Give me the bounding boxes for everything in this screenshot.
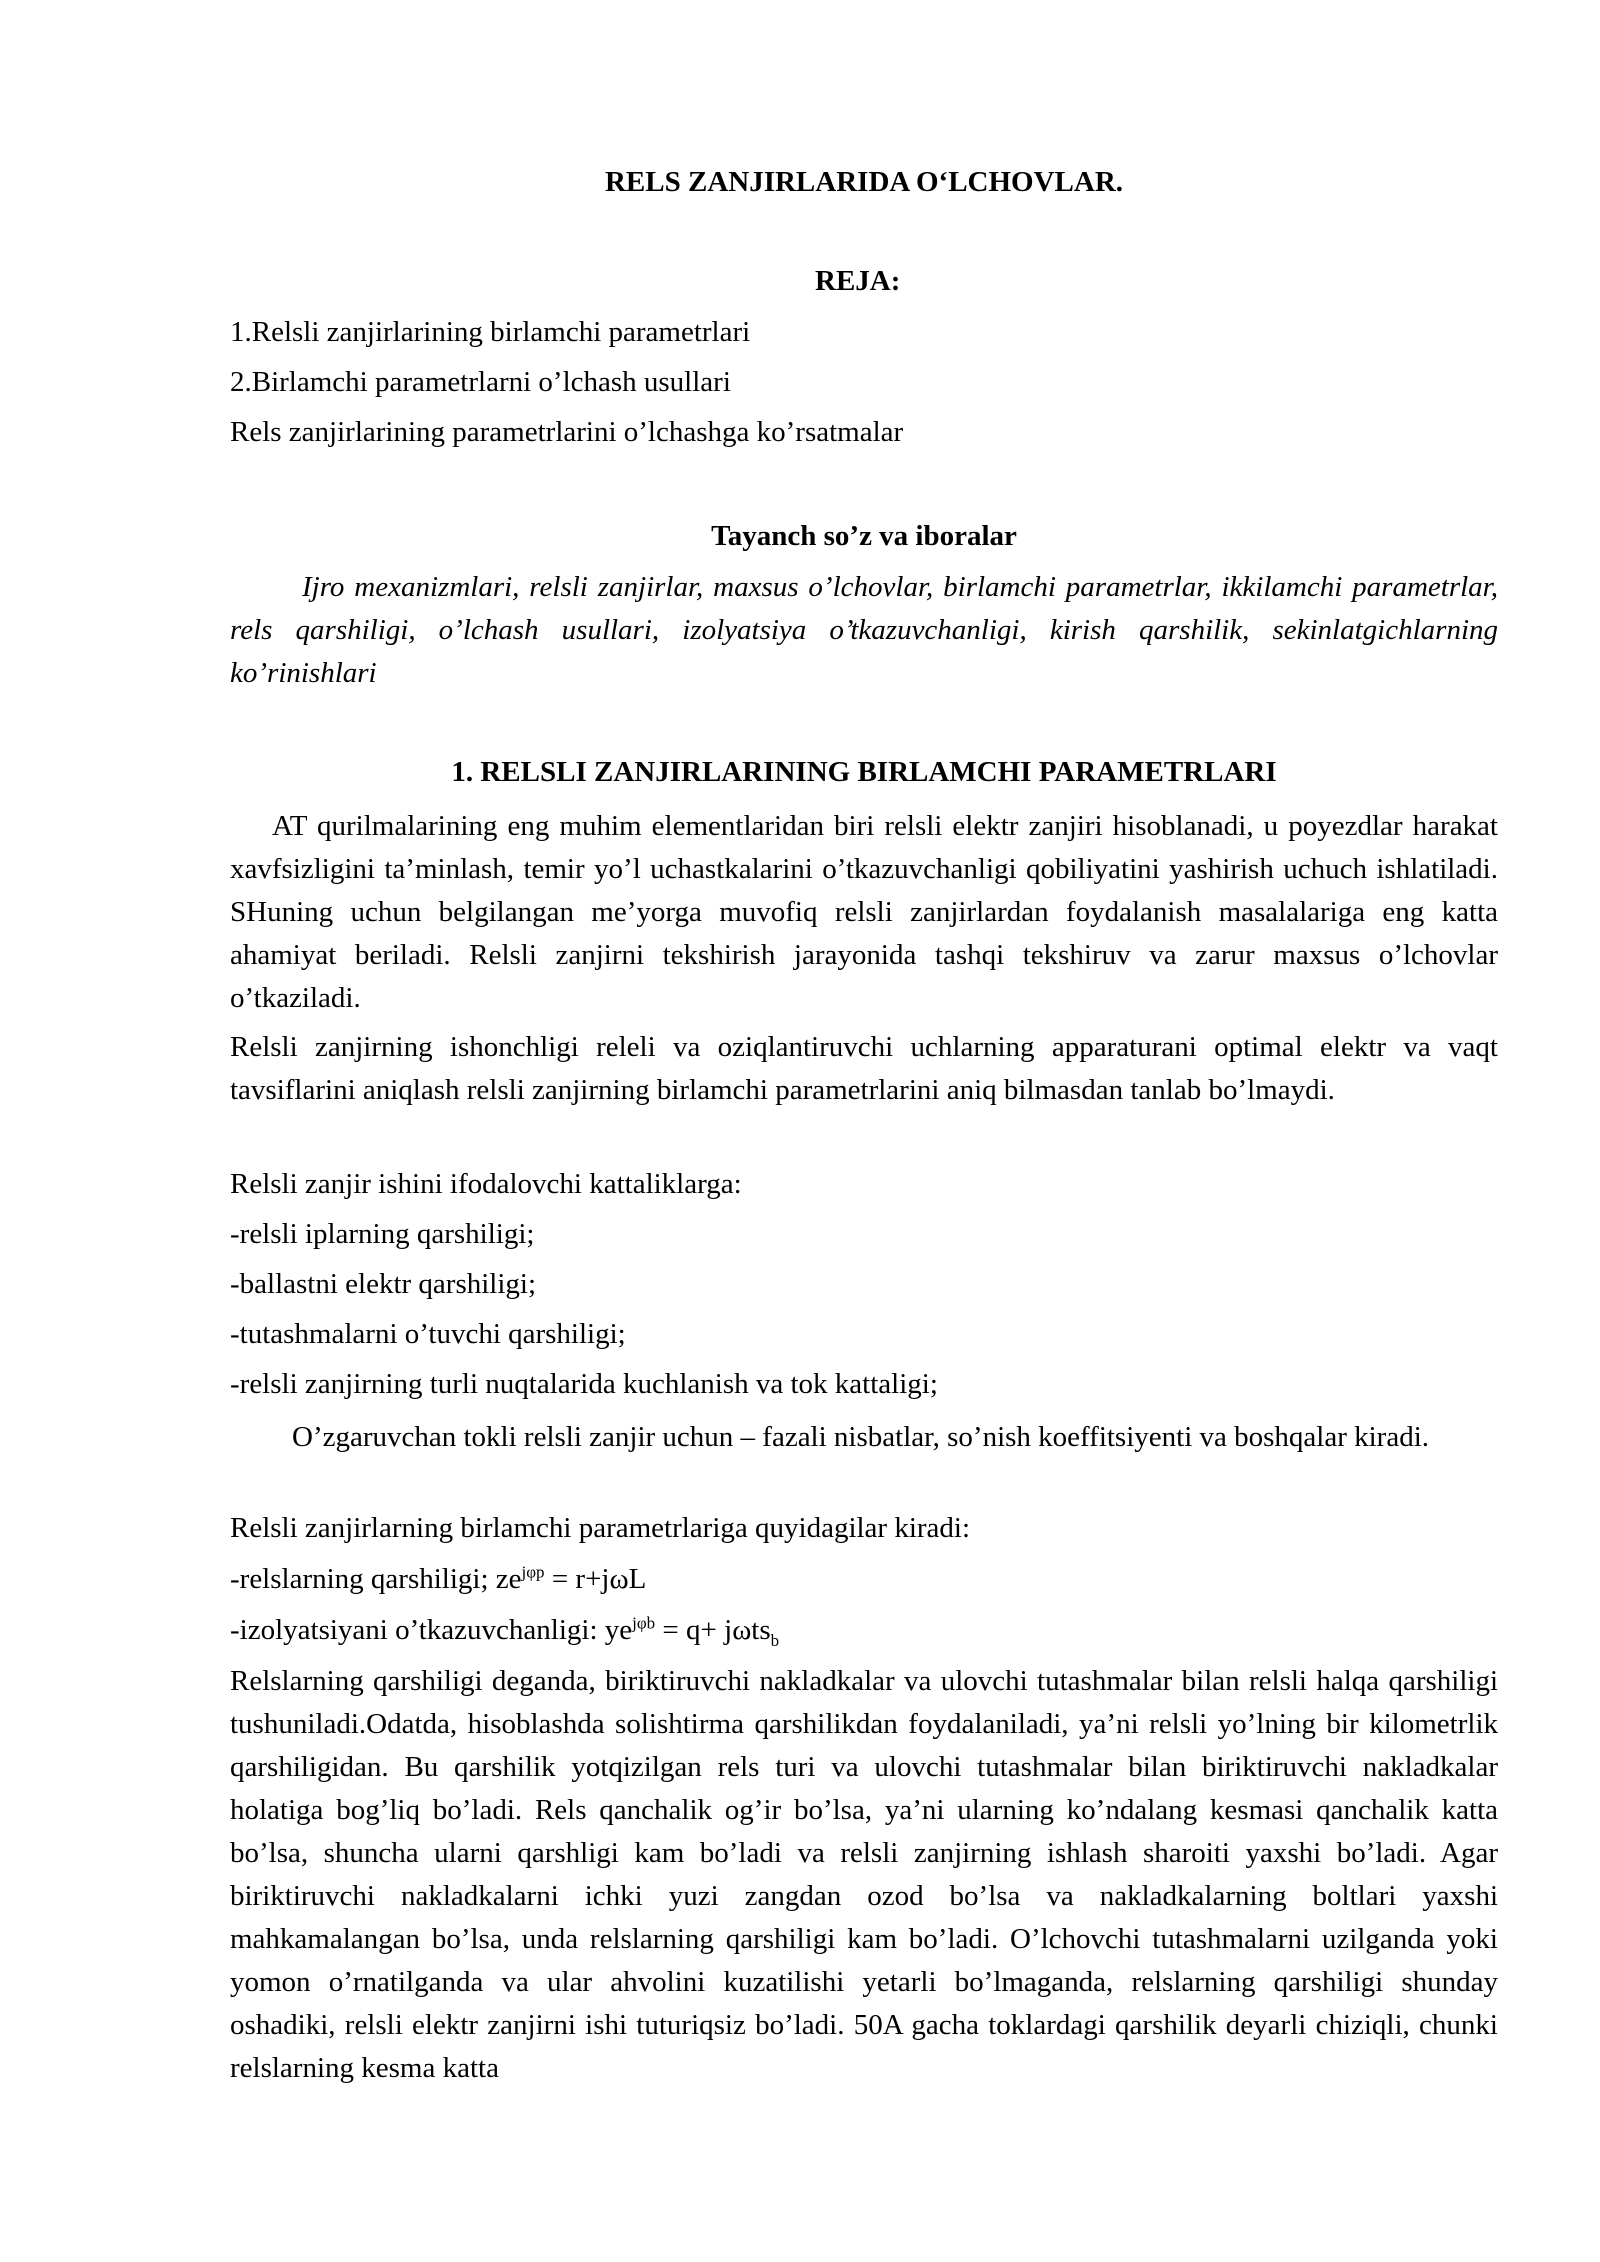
formula-2-subscript: b <box>770 1630 780 1650</box>
keywords-text: Ijro mexanizmlari, relsli zanjirlar, maxsus o’lchovlar, birlamchi parametrlar, ikkilamchi parametrlar, rels qarshiligi, o’lchash usullari, izolyatsiya o’tkazuvchanligi, kirish qarshilik, sekinlatgichlarning ko’rinishlari <box>230 571 1498 689</box>
keywords-heading: Tayanch so’z va iboralar <box>711 520 1017 552</box>
formula-2-superscript: jφb <box>632 1613 656 1633</box>
plan-item-2: 2.Birlamchi parametrlarni o’lchash usullari <box>230 366 731 398</box>
formula-1-superscript: jφp <box>521 1562 545 1582</box>
formula-1-prefix: -relslarning qarshiligi; ze <box>230 1563 522 1595</box>
section-heading-1: 1. RELSLI ZANJIRLARINING BIRLAMCHI PARAMETRLARI <box>451 756 1277 788</box>
formula-1-suffix: = r+jωL <box>544 1563 647 1595</box>
formula-rail-resistance <box>230 1562 647 1595</box>
formula-2-middle: = q+ jωts <box>655 1614 771 1646</box>
list-item-3: -tutashmalarni o’tuvchi qarshiligi; <box>230 1318 626 1350</box>
paragraph-3: O’zgaruvchan tokli relsli zanjir uchun – fazali nisbatlar, so’nish koeffitsiyenti va boshqalar kiradi. <box>292 1421 1430 1453</box>
paragraph-2: Relsli zanjirning ishonchligi releli va oziqlantiruvchi uchlarning apparaturani optimal elektr va vaqt tavsiflarini aniqlash relsli zanjirning birlamchi parametrlarini aniq bilmasdan tanlab bo’lmaydi. <box>230 1031 1498 1106</box>
params-intro: Relsli zanjirlarning birlamchi parametrlariga quyidagilar kiradi: <box>230 1512 971 1544</box>
formula-2-prefix: -izolyatsiyani o’tkazuvchanligi: ye <box>230 1614 633 1646</box>
list-item-1: -relsli iplarning qarshiligi; <box>230 1218 535 1250</box>
paragraph-1: AT qurilmalarining eng muhim elementlaridan biri relsli elektr zanjiri hisoblanadi, u poyezdlar harakat xavfsizligini ta’minlash, temir yo’l uchastkalarini o’tkazuvchanligi qobiliyatini yashirish uchuch ishlatiladi. SHuning uchun belgilangan me’yorga muvofiq relsli zanjirlardan foydalanish masalalariga eng katta ahamiyat beriladi. Relsli zanjirni tekshirish jarayonida tashqi tekshiruv va zarur maxsus o’lchovlar o’tkaziladi. <box>230 810 1498 1014</box>
paragraph-4: Relslarning qarshiligi deganda, biriktiruvchi nakladkalar va ulovchi tutashmalar bilan relsli halqa qarshiligi tushuniladi.Odatda, hisoblashda solishtirma qarshilikdan foydalaniladi, ya’ni relsli yo’lning bir kilometrlik qarshiligidan. Bu qarshilik yotqizilgan rels turi va ulovchi tutashmalar bilan biriktiruvchi nakladkalar holatiga bog’liq bo’ladi. Rels qanchalik og’ir bo’lsa, ya’ni ularning ko’ndalang kesmasi qanchalik katta bo’lsa, shuncha ularni qarshligi kam bo’ladi va relsli zanjirning ishlash sharoiti yaxshi bo’ladi. Agar biriktiruvchi nakladkalarni ichki yuzi zangdan ozod bo’lsa va nakladkalarning boltlari yaxshi mahkamalangan bo’lsa, unda relslarning qarshiligi kam bo’ladi. O’lchovchi tutashmalarni uzilganda yoki yomon o’rnatilganda va ular ahvolini kuzatilishi yetarli bo’lmaganda, relslarning qarshiligi shunday oshadiki, relsli elektr zanjirni ishi tuturiqsiz bo’ladi. 50A gacha toklardagi qarshilik deyarli chiziqli, chunki relslarning kesma katta <box>230 1665 1498 2084</box>
list-item-2: -ballastni elektr qarshiligi; <box>230 1268 537 1300</box>
plan-heading: REJA: <box>815 265 901 297</box>
document-title: RELS ZANJIRLARIDA O‘LCHOVLAR. <box>604 166 1124 198</box>
plan-item-3: Rels zanjirlarining parametrlarini o’lchashga ko’rsatmalar <box>230 416 904 448</box>
list-intro: Relsli zanjir ishini ifodalovchi kattaliklarga: <box>230 1168 742 1200</box>
list-item-4: -relsli zanjirning turli nuqtalarida kuchlanish va tok kattaligi; <box>230 1368 938 1400</box>
formula-insulation-conductance <box>230 1613 780 1650</box>
plan-item-1: 1.Relsli zanjirlarining birlamchi parametrlari <box>230 316 751 348</box>
